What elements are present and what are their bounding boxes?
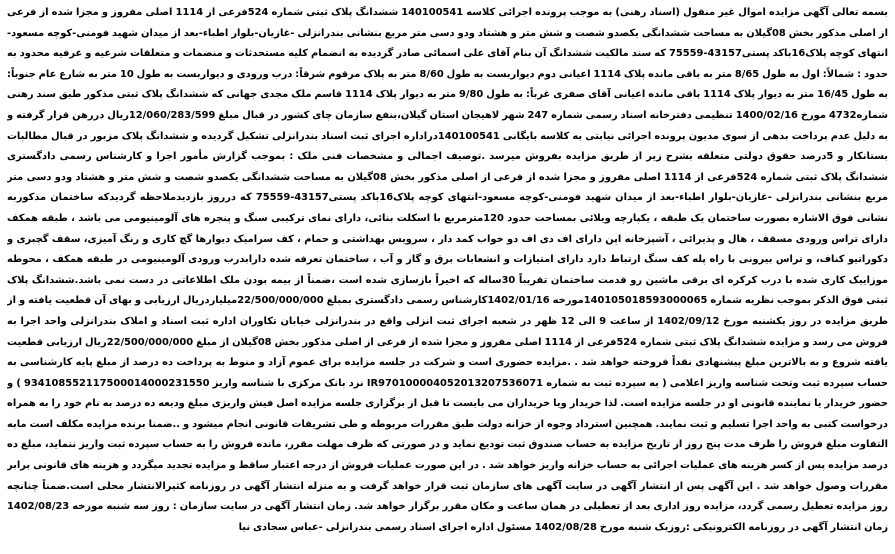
auction-notice — [7, 3, 888, 548]
auction-notice-text: بسمه تعالی آگهی مزایده اموال غیر منقول (اسناد رهنی) به موجب پرونده اجرائی کلاسه 140100541 ششدانگ پلاک ثبتی شماره 524فرعی از 1114 اصلی مفروز و مجزا شده از فرعی از اصلی مذکور بخش 08گیلان به مساحت ششدانگی یکصدو شصت و شش متر و هشتاد ودو دسی متر مربع بنشانی بندرانزلی -غازیان-بلوار اطباء-بعد از میدان شهید فومنی-کوچه مسعود-انتهای کوچه پلاک16باکد پستی43157-75559 که سند مالکیت ششدانگ آن بنام آقای علی اسمائی صادر گردیده به انضمام کلیه مستحدثات و منضمات و متعلقات شرعیه و عرفیه محدود به حدود : شمالاً: اول به طول 8/65 متر به باقی مانده پلاک 1114 اعیانی دوم دیواربست به طول 8/60 متر به پلاک مرقوم شرقاً: درب ورودی و دیواربست به طول 10 متر به شارع عام جنوباً: به طول 16/45 متر به دیوار پلاک 1114 باقی مانده اعیانی آقای صفری غرباً: به طول 9/80 متر به دیوار پلاک 1114 قاسم ملک مجدی جهانی که ششدانگ پلاک ثبتی مذکور طبق سند رهنی شماره4732 مورخ 1400/02/16 تنظیمی دفترخانه اسناد رسمی شماره 247 شهر لاهیجان استان گیلان،بنفع سازمان چای کشور در قبال مبلغ 12/060/283/599ریال دررهن قرار گرفته و به دلیل عدم پرداخت بدهی از سوی مدیون پرونده اجرائی نیابتی به کلاسه بایگانی 140100541دراداره اجرای ثبت اسناد بندرانزلی تشکیل گردیده و ششدانگ پلاک مزبور در قبال مطالبات بستانکار و 5درصد حقوق دولتی متعلقه بشرح زیر از طریق مزایده بفروش میرسد .توصیف اجمالی و مشخصات فنی ملک : بموجب گزارش مأمور اجرا و کارشناس رسمی دادگستری ششدانگ پلاک ثبتی شماره 524فرعی از 1114 اصلی مفروز و مجزا شده از فرعی از اصلی مذکور بخش 08گیلان به مساحت ششدانگی یکصدو شصت و شش متر و هشتاد ودو دسی متر مربع بنشانی بندرانزلی -غازیان-بلوار اطباء-بعد از میدان شهید فومنی-کوچه مسعود-انتهای کوچه پلاک16باکد پستی43157-75559 که درروز بازدیدملاحظه گردیدکه ساختمان مذکوربه نشانی فوق الاشاره بصورت ساختمان یک طبقه ، یکپارچه ویلائی بمساحت حدود 120مترمربع با اسکلت بنائی، دارای نمای ترکیبی سنگ و پنجره های آلومینیومی می باشد ، طبقه همکف دارای تراس ورودی مسقف ، هال و پذیرائی ، آشپزخانه اپن دارای اف دی اف دو خواب کمد دار ، سرویس بهداشتی و حمام ، کف سرامیک دیوارها گچ کاری و رنگ آمیزی، سقف گچبری و دکوراتیو کناف، و تراس بیرونی با راه پله کف سنگ ارتباط دارد دارای امتیازات و انشعابات برق و گاز و آب ، ساختمان تعرفه شده دارابدرب ورودی آلومینیومی در طبقه همکف ، محوطه موزاییک کاری شده با درب کرکره ای برقی ماشین رو قدمت ساختمان تقریباً 30ساله که اخیراً بازسازی شده است ،ضمناً از بیمه بودن ملک اطلاعاتی در دست نمی باشد.ششدانگ پلاک ثبتی فوق الذکر بموجب نظریه شماره 140105018593000065مورخه 1402/01/16کارشناس رسمی دادگستری بمبلغ 22/500/000/000میلیاردریال ارزیابی و بهای آن قطعیت یافته و از طریق مزایده در روز یکشنبه مورخ 1402/09/12 از ساعت 9 الی 12 ظهر در شعبه اجرای ثبت انزلی واقع در بندرانزلی خیابان تکاوران اداره ثبت اسناد و املاک بندرانزلی واحد اجرا به فروش می رسد و مزایده ششدانگ پلاک ثبتی شماره 524فرعی از 1114 اصلی مفروز و مجزا شده از فرعی از اصلی مذکور بخش 08گیلان از مبلغ 22/500/000/000ریال ارزیابی قطعیت یافته شروع و به بالاترین مبلغ پیشنهادی نقداً فروخته خواهد شد . .مزایده حضوری است و شرکت در جلسه مزایده برای عموم آزاد و منوط به پرداخت ده درصد از مبلغ پایه کارشناسی به حساب سپرده ثبت وتحت شناسه واریز اعلامی ( به سپرده ثبت به شماره IR970100004052013207536071 نزد بانک مرکزی با شناسه واریز 934108552117500014000231550 ) و حضور خریدار یا نماینده قانونی او در جلسه مزایده است. لذا خریدار ویا خریداران می بایست تا قبل از برگزاری جلسه مزایده اصل فیش واریزی مبلغ ودیعه ده درصد به نام خود را به همراه درخواست کتبی به واحد اجرا تسلیم و ثبت نمایند. همچنین استرداد وجوه از خزانه دولت طبق مقررات مربوطه و طی تشریفات قانونی انجام میشود و ..ضمنا برنده مزایده مکلف است مابه التفاوت مبلغ فروش را ظرف مدت پنج روز از تاریخ مزایده به حساب صندوق ثبت تودیع نماید و در صورتی که ظرف مهلت مقرر، مانده فروش را به حساب سپرده ثبت واریز ننماید، مبلغ ده درصد مزایده پس از کسر هزینه های عملیات اجرائی به حساب خزانه واریز خواهد شد . در این صورت عملیات فروش از درجه اعتبار ساقط و مزایده تجدید میگردد و هزینه های قانونی برابر مقررات وصول خواهد شد . این آگهی پس از انتشار آگهی در سایت آگهی های سازمان ثبت قرار خواهد گرفت و به منزله انتشار آگهی در روزنامه کثیرالانتشار محلی است.ضمناً چنانچه روز مزایده تعطیل رسمی گردد، مزایده روز اداری بعد از تعطیلی در همان ساعت و مکان مقرر برگزار خواهد شد. زمان انتشار آگهی در سایت سازمان : روز سه شنبه مورخه 1402/08/23 زمان انتشار آگهی در روزنامه الکترونیکی :روزیک شنبه مورخ 1402/08/28 مسئول اداره اجرای اسناد رسمی بندرانزلی -عباس سجادی نیا — [7, 7, 888, 533]
